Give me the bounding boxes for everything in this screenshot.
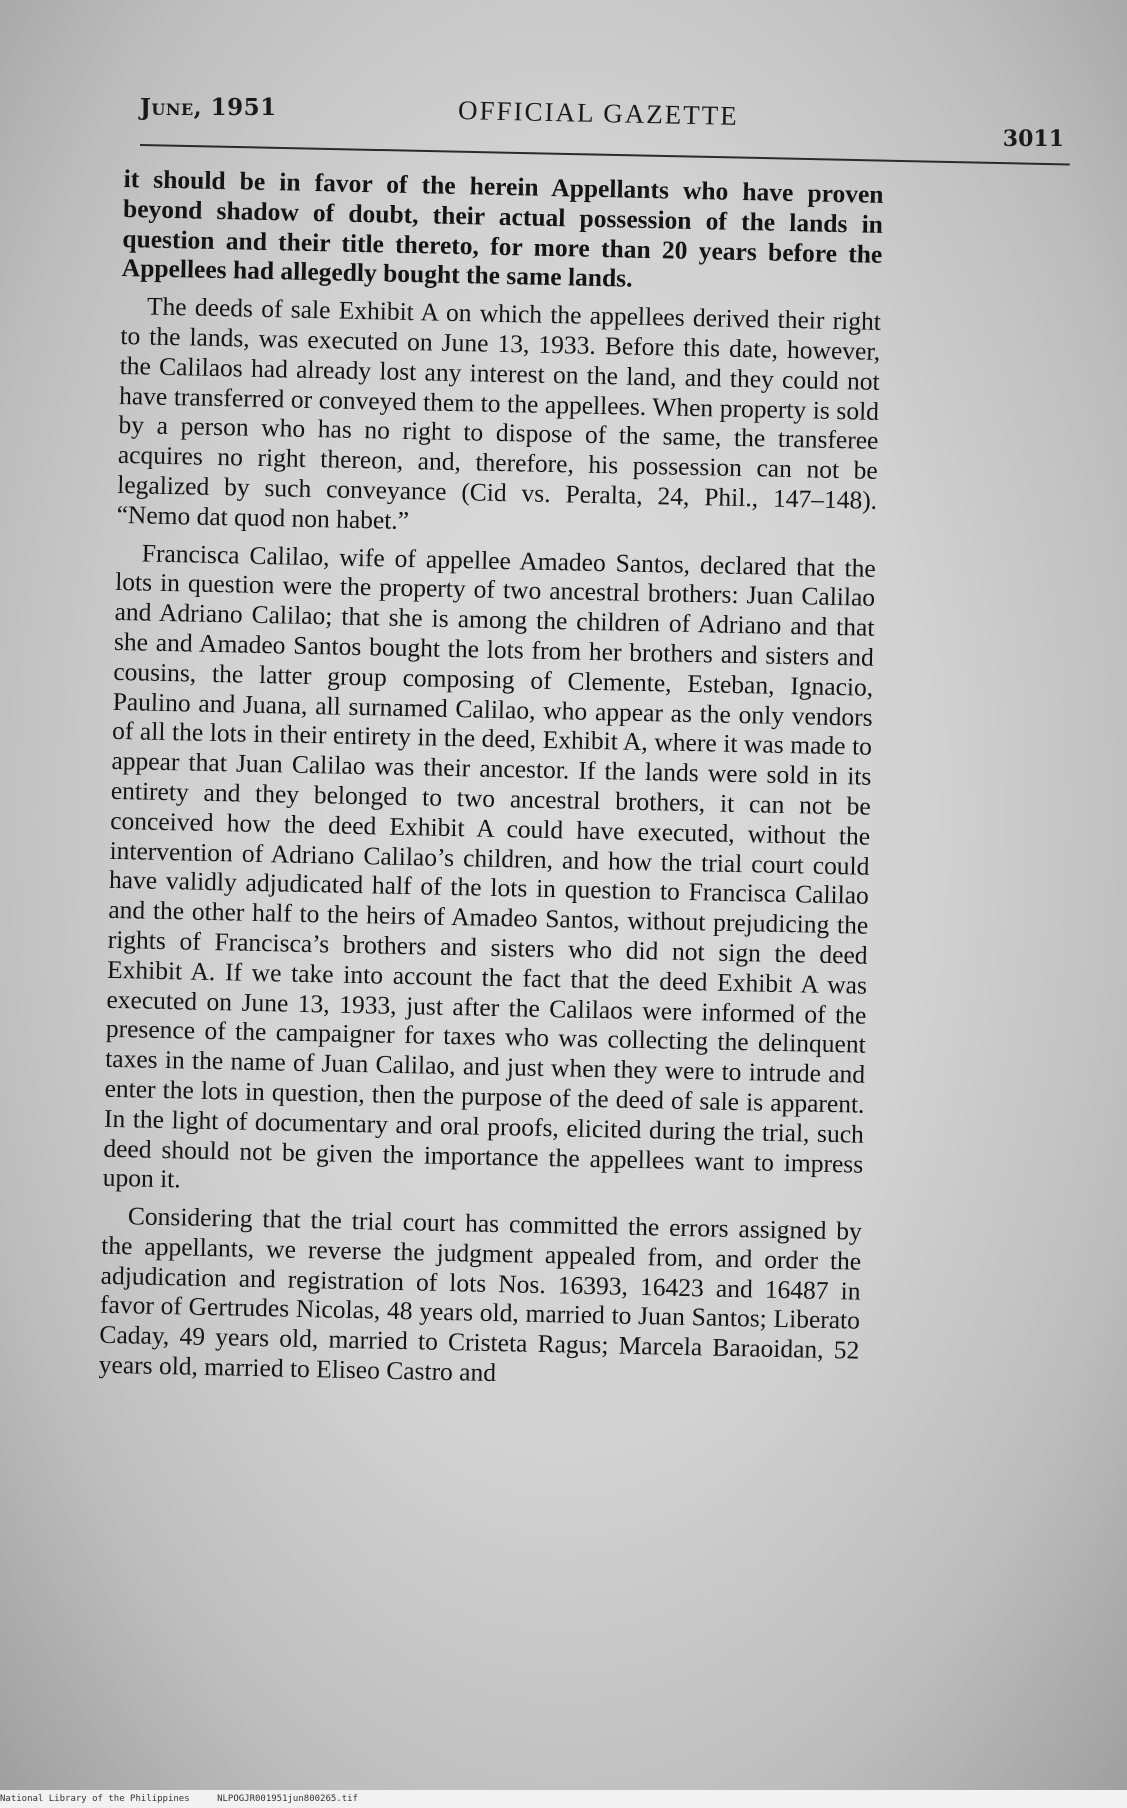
page-header xyxy=(140,88,1070,152)
paragraph-francisca-calilao: Francisca Calilao, wife of appellee Amadeo Santos, declared that the lots in question were the property of two ancestral brothers: Juan Calilao and Adriano Calilao; that she is among the children of Adriano and that she and Amadeo Santos bought the lots from her brothers and sisters and cousins, the latter group composing of Clemente, Esteban, Ignacio, Paulino and Juana, all surnamed Calilao, who appear as the only vendors of all the lots in their entirety in the deed, Exhibit A, where it was made to appear that Juan Calilao was their ancestor. If the lands were sold in its entirety and they belonged to two ancestral brothers, it can not be conceived how the deed Exhibit A could have executed, without the intervention of Adriano Calilao’s children, and how the trial court could have validly adjudicated half of the lots in question to Francisca Calilao and the other half to the heirs of Amadeo Santos, without prejudicing the rights of Francisca’s brothers and sisters who did not sign the deed Exhibit A. If we take into account the fact that the deed Exhibit A was executed on June 13, 1933, just after the Calilaos were informed of the presence of the campaigner for taxes who was collecting the delinquent taxes in the name of Juan Calilao, and just when they were to intrude and enter the lots in question, then the purpose of the deed of sale is apparent. In the light of documentary and oral proofs, elicited during the trial, such deed should not be given the importance the appellees want to impress upon it. xyxy=(102,538,877,1194)
scan-footer xyxy=(0,1790,1127,1808)
header-date: June, 1951 xyxy=(140,94,277,121)
paragraph-continuation: it should be in favor of the herein Appellants who have proven beyond shadow of doubt, their actual possession of the lands in question and their title thereto, for more than 20 years before the Appellees had allegedly bought the same lands. xyxy=(121,164,884,294)
header-title: OFFICIAL GAZETTE xyxy=(457,95,740,131)
page-number: 3011 xyxy=(1002,126,1064,152)
paragraph-decision: Considering that the trial court has committed the errors assigned by the appellants, we reverse the judgment appealed from, and order the adjudication and registration of lots Nos. 16393, 16423 and 16487 in favor of Gertrudes Nicolas, 48 years old, married to Juan Santos; Liberato Caday, 49 years old, married to Cristeta Ragus; Marcela Baraoidan, 52 years old, married to Eliseo Castro and xyxy=(98,1201,863,1388)
footer-file: NLPOGJR001951jun800265.tif xyxy=(217,1794,358,1804)
body-text xyxy=(98,164,883,1404)
paragraph-deeds-of-sale: The deeds of sale Exhibit A on which the appellees derived their right to the lands, was executed on June 13, 1933. Before this date, however, the Calilaos had already lost any interest on the land, and they could not have transferred or conveyed them to the appellees. When property is sold by a person who has no right to dispose of the same, the transferee acquires no right thereon, and, therefore, his possession can not be legalized by such conveyance (Cid vs. Peralta, 24, Phil., 147–148). “Nemo dat quod non habet.” xyxy=(116,291,882,535)
footer-library: National Library of the Philippines xyxy=(0,1794,190,1804)
header-rule xyxy=(140,144,1070,165)
